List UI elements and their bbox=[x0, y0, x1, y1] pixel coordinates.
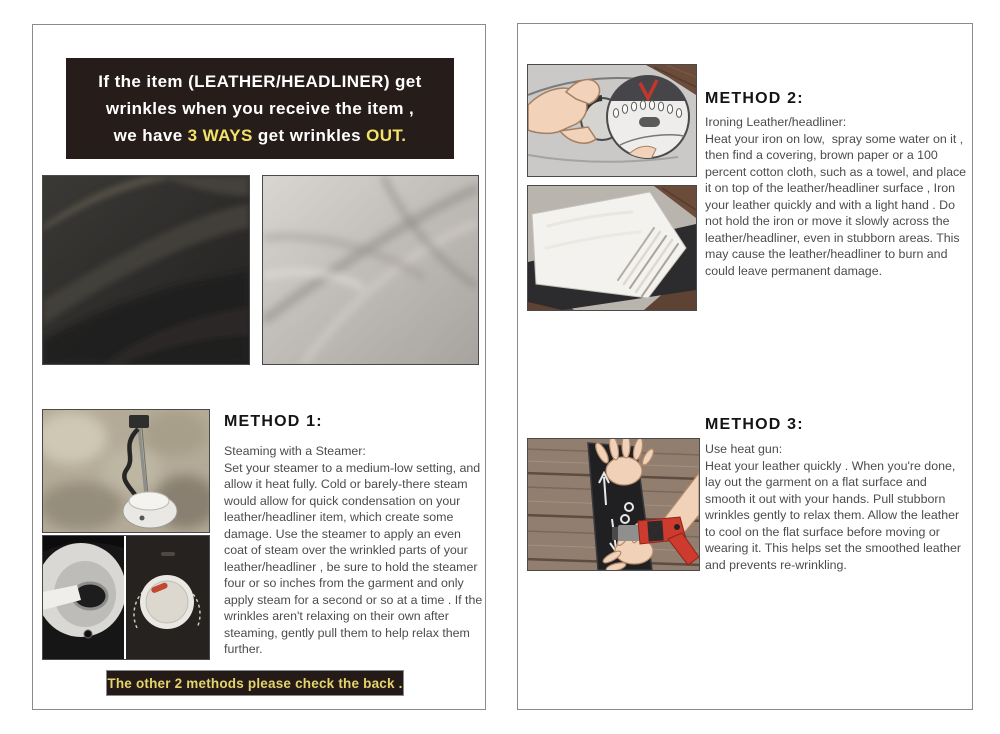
heat-gun-illustration bbox=[527, 438, 700, 571]
iron-dial-illustration bbox=[527, 64, 697, 177]
footer-note bbox=[106, 670, 404, 696]
banner-line-2: wrinkles when you receive the item , bbox=[105, 99, 415, 118]
method-1-subtitle: Steaming with a Steamer: bbox=[224, 444, 366, 458]
method-3-body: Heat your leather quickly . When you're done, lay out the garment on a flat surface and smooth it out with your hands. Pull stubborn wrinkles gently to relax them. Allow the leather to cool on the flat surface before moving or wearing it. This helps set the smoothed leather and prevents re-wrinkling. bbox=[705, 458, 965, 572]
header-banner bbox=[66, 58, 454, 159]
method-2-subtitle: Ironing Leather/headliner: bbox=[705, 115, 847, 129]
gray-headliner-graphic bbox=[263, 176, 478, 364]
banner-line-1: If the item (LEATHER/HEADLINER) get bbox=[98, 72, 422, 91]
method-3-subtitle: Use heat gun: bbox=[705, 442, 783, 456]
dark-leather-graphic bbox=[43, 176, 249, 364]
method-2-title: METHOD 2: bbox=[705, 90, 804, 107]
steamer-graphic bbox=[43, 410, 209, 532]
method-1-title: METHOD 1: bbox=[224, 413, 323, 430]
method-3-title: METHOD 3: bbox=[705, 416, 804, 433]
right-page-panel bbox=[517, 23, 973, 710]
gray-headliner-photo bbox=[262, 175, 479, 365]
steam-nozzle-graphic bbox=[43, 536, 124, 659]
steam-nozzle-photo bbox=[43, 536, 124, 659]
left-page-panel bbox=[32, 24, 486, 710]
dial-knob-photo bbox=[126, 536, 209, 659]
method-1-body: Set your steamer to a medium-low setting, and allow it heat fully. Cold or barely-there steam would allow for quick condensation on your leather/headliner item, which create some damage. Use the steamer to apply an even coat of steam over the wrinkled parts of your leather/headliner , be sure to hold the steamer four or so inches from the garment and only apply steam for a second or so at a time . If the wrinkles aren't relaxing on their own after steaming, gently pull them to help relax them further. bbox=[224, 460, 486, 656]
towel-illustration bbox=[527, 185, 697, 311]
banner-line-3 bbox=[66, 122, 454, 149]
banner-3ways-highlight: 3 WAYS bbox=[187, 126, 253, 145]
steamer-detail-photos bbox=[42, 535, 210, 660]
banner-out-highlight: OUT. bbox=[366, 126, 407, 145]
iron-dial-graphic bbox=[528, 65, 696, 176]
towel-graphic bbox=[528, 186, 696, 310]
steamer-photo bbox=[42, 409, 210, 533]
banner-line3-text-a: we have bbox=[113, 126, 188, 145]
method-2-section bbox=[705, 90, 969, 279]
method-2-body: Heat your iron on low, spray some water on it , then find a covering, brown paper or a 100 percent cotton cloth, such as a towel, and place it on top of the leather/headliner surface , Iron your leather quickly and with a light hand . Do not hold the iron or move it slowly across the leather/headliner, even in stubborn areas. This may cause the leather/headliner to burn and could leave permanent damage. bbox=[705, 131, 970, 278]
banner-line3-text-b: get wrinkles bbox=[252, 126, 367, 145]
dial-knob-graphic bbox=[126, 536, 209, 659]
method-3-section bbox=[705, 416, 969, 573]
dark-leather-photo bbox=[42, 175, 250, 365]
heat-gun-graphic bbox=[528, 439, 699, 570]
footer-note-text: The other 2 methods please check the back . bbox=[107, 675, 403, 691]
method-1-section bbox=[224, 413, 484, 658]
